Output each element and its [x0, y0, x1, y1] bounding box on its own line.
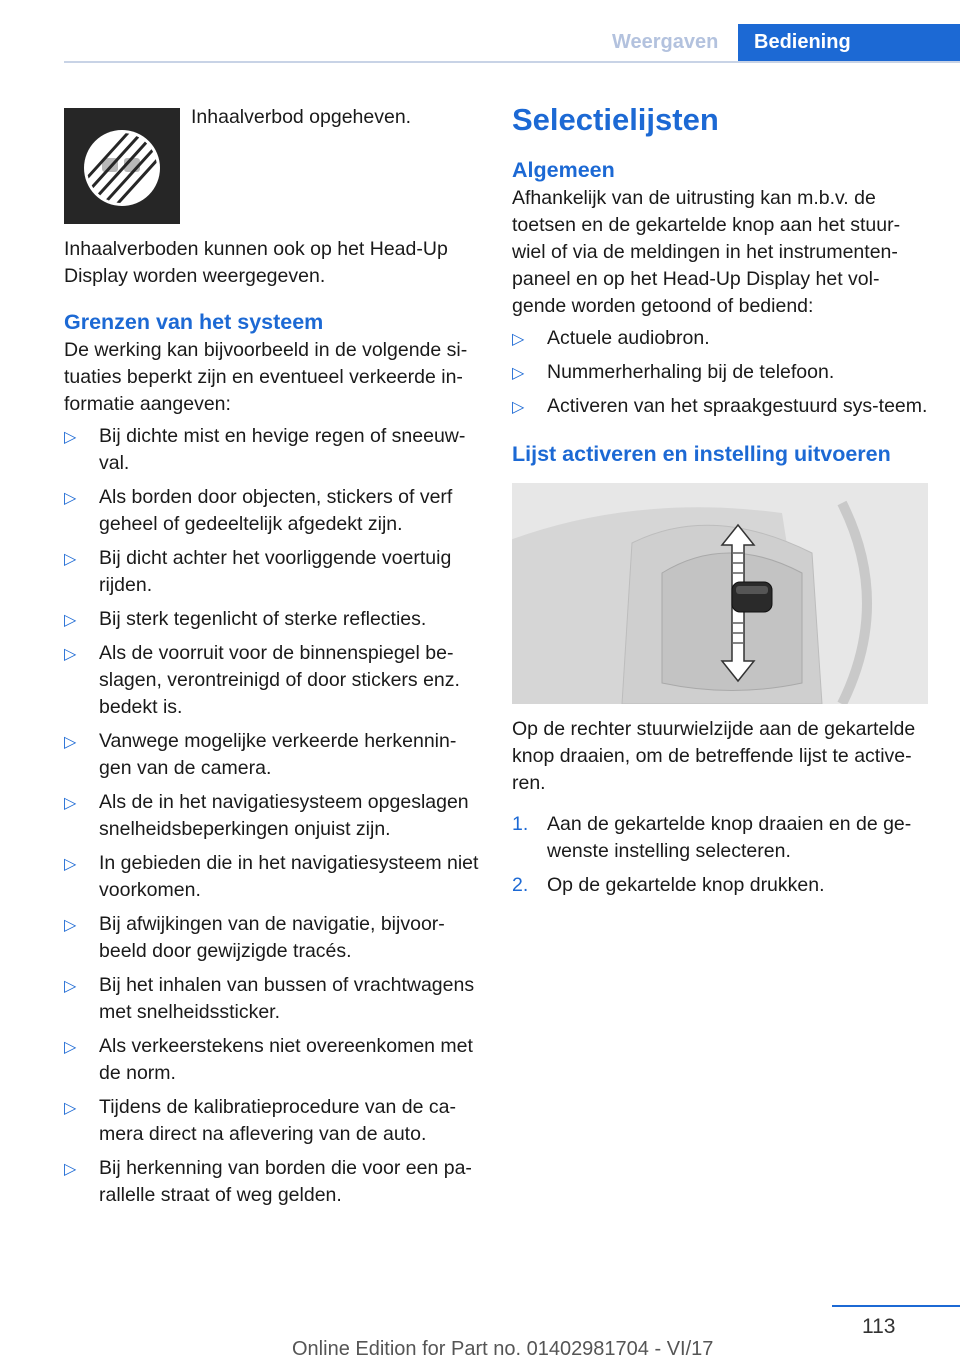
triangle-bullet-icon: ▷	[64, 429, 77, 446]
triangle-bullet-icon: ▷	[512, 331, 525, 348]
list-item	[64, 972, 480, 1026]
triangle-bullet-icon: ▷	[64, 646, 77, 663]
list-item-text: Nummerherhaling bij de telefoon.	[547, 361, 835, 383]
list-item-text: Activeren van het spraakgestuurd sys-teem.	[547, 395, 928, 417]
triangle-bullet-icon: ▷	[512, 365, 525, 382]
triangle-bullet-icon: ▷	[64, 1039, 77, 1056]
list-item-text: Actuele audiobron.	[547, 327, 710, 349]
page-number: 113	[862, 1315, 896, 1338]
section-title: Selectielijsten	[512, 102, 719, 137]
list-item	[512, 325, 932, 352]
left-column	[64, 100, 480, 1209]
sign-caption: Inhaalverbod opgeheven.	[191, 106, 412, 128]
list-item	[64, 545, 480, 599]
tab-bediening[interactable]: Bediening	[738, 24, 960, 61]
step-text: Aan de gekartelde knop draaien en de ge-wenste instelling selecteren.	[547, 813, 912, 862]
hud-note: Inhaalverboden kunnen ook op het Head-Up Display worden weergegeven.	[64, 238, 448, 287]
step-item	[512, 872, 932, 899]
step-number: 2.	[512, 874, 529, 896]
list-item-text: Vanwege mogelijke verkeerde herkennin-gen van de camera.	[99, 730, 457, 779]
general-heading: Algemeen	[512, 158, 615, 182]
step-text: Op de gekartelde knop drukken.	[547, 874, 825, 896]
list-item	[64, 728, 480, 782]
general-text: Afhankelijk van de uitrusting kan m.b.v. de toetsen en de gekartelde knop aan het stuur-wiel of via de meldingen in het instrumenten-paneel en op het Head-Up Display het vol-gende worden getoond of bediend:	[512, 187, 901, 317]
list-item-text: Bij dicht achter het voorliggende voertuig rijden.	[99, 547, 452, 596]
triangle-bullet-icon: ▷	[64, 490, 77, 507]
list-item	[64, 850, 480, 904]
triangle-bullet-icon: ▷	[64, 856, 77, 873]
triangle-bullet-icon: ▷	[64, 1100, 77, 1117]
list-item	[64, 911, 480, 965]
list-item-text: Als de in het navigatiesysteem opgeslagen snelheidsbeperkingen onjuist zijn.	[99, 791, 469, 840]
list-item	[64, 1094, 480, 1148]
header-divider	[64, 61, 960, 63]
triangle-bullet-icon: ▷	[64, 795, 77, 812]
list-item-text: Bij afwijkingen van de navigatie, bijvoor-beeld door gewijzigde tracés.	[99, 913, 445, 962]
step-number: 1.	[512, 813, 529, 835]
triangle-bullet-icon: ▷	[512, 399, 525, 416]
limits-intro: De werking kan bijvoorbeeld in de volgende si-tuaties beperkt zijn en eventueel verkeerde in-formatie aangeven:	[64, 339, 468, 415]
triangle-bullet-icon: ▷	[64, 978, 77, 995]
limits-list	[64, 423, 480, 1209]
activate-heading: Lijst activeren en instelling uitvoeren	[512, 442, 891, 466]
list-item	[512, 393, 932, 420]
step-item	[512, 811, 932, 865]
list-item	[64, 423, 480, 477]
footer-divider	[832, 1305, 960, 1307]
list-item-text: Als borden door objecten, stickers of verf geheel of gedeeltelijk afgedekt zijn.	[99, 486, 453, 535]
steering-wheel-thumbwheel-icon	[512, 483, 928, 704]
list-item	[64, 484, 480, 538]
edition-note: Online Edition for Part no. 01402981704 - VI/17	[292, 1338, 714, 1360]
list-item-text: Bij sterk tegenlicht of sterke reflecties.	[99, 608, 427, 630]
list-item	[64, 606, 480, 633]
list-item	[512, 359, 932, 386]
list-item-text: Als de voorruit voor de binnenspiegel be-slagen, verontreinigd of door stickers enz. bedekt is.	[99, 642, 460, 718]
list-item	[64, 789, 480, 843]
triangle-bullet-icon: ▷	[64, 551, 77, 568]
triangle-bullet-icon: ▷	[64, 917, 77, 934]
right-column	[512, 100, 932, 899]
list-item	[64, 1033, 480, 1087]
list-item-text: Als verkeerstekens niet overeenkomen met de norm.	[99, 1035, 473, 1084]
triangle-bullet-icon: ▷	[64, 1161, 77, 1178]
list-item-text: In gebieden die in het navigatiesysteem niet voorkomen.	[99, 852, 479, 901]
steps-list	[512, 811, 932, 899]
end-of-no-overtaking-sign-icon	[64, 108, 180, 224]
tab-weergaven[interactable]: Weergaven	[612, 31, 719, 53]
triangle-bullet-icon: ▷	[64, 612, 77, 629]
list-item-text: Bij het inhalen van bussen of vrachtwagens met snelheidssticker.	[99, 974, 475, 1023]
sign-block	[64, 100, 480, 224]
list-item-text: Tijdens de kalibratieprocedure van de ca-mera direct na aflevering van de auto.	[99, 1096, 456, 1145]
triangle-bullet-icon: ▷	[64, 734, 77, 751]
activate-text: Op de rechter stuurwielzijde aan de gekartelde knop draaien, om de betreffende lijst te active-ren.	[512, 718, 916, 794]
limits-heading: Grenzen van het systeem	[64, 310, 324, 334]
list-item-text: Bij dichte mist en hevige regen of sneeuw-val.	[99, 425, 466, 474]
list-item	[64, 1155, 480, 1209]
list-item	[64, 640, 480, 721]
selection-list	[512, 325, 932, 420]
list-item-text: Bij herkenning van borden die voor een pa-rallelle straat of weg gelden.	[99, 1157, 472, 1206]
header	[0, 24, 960, 62]
